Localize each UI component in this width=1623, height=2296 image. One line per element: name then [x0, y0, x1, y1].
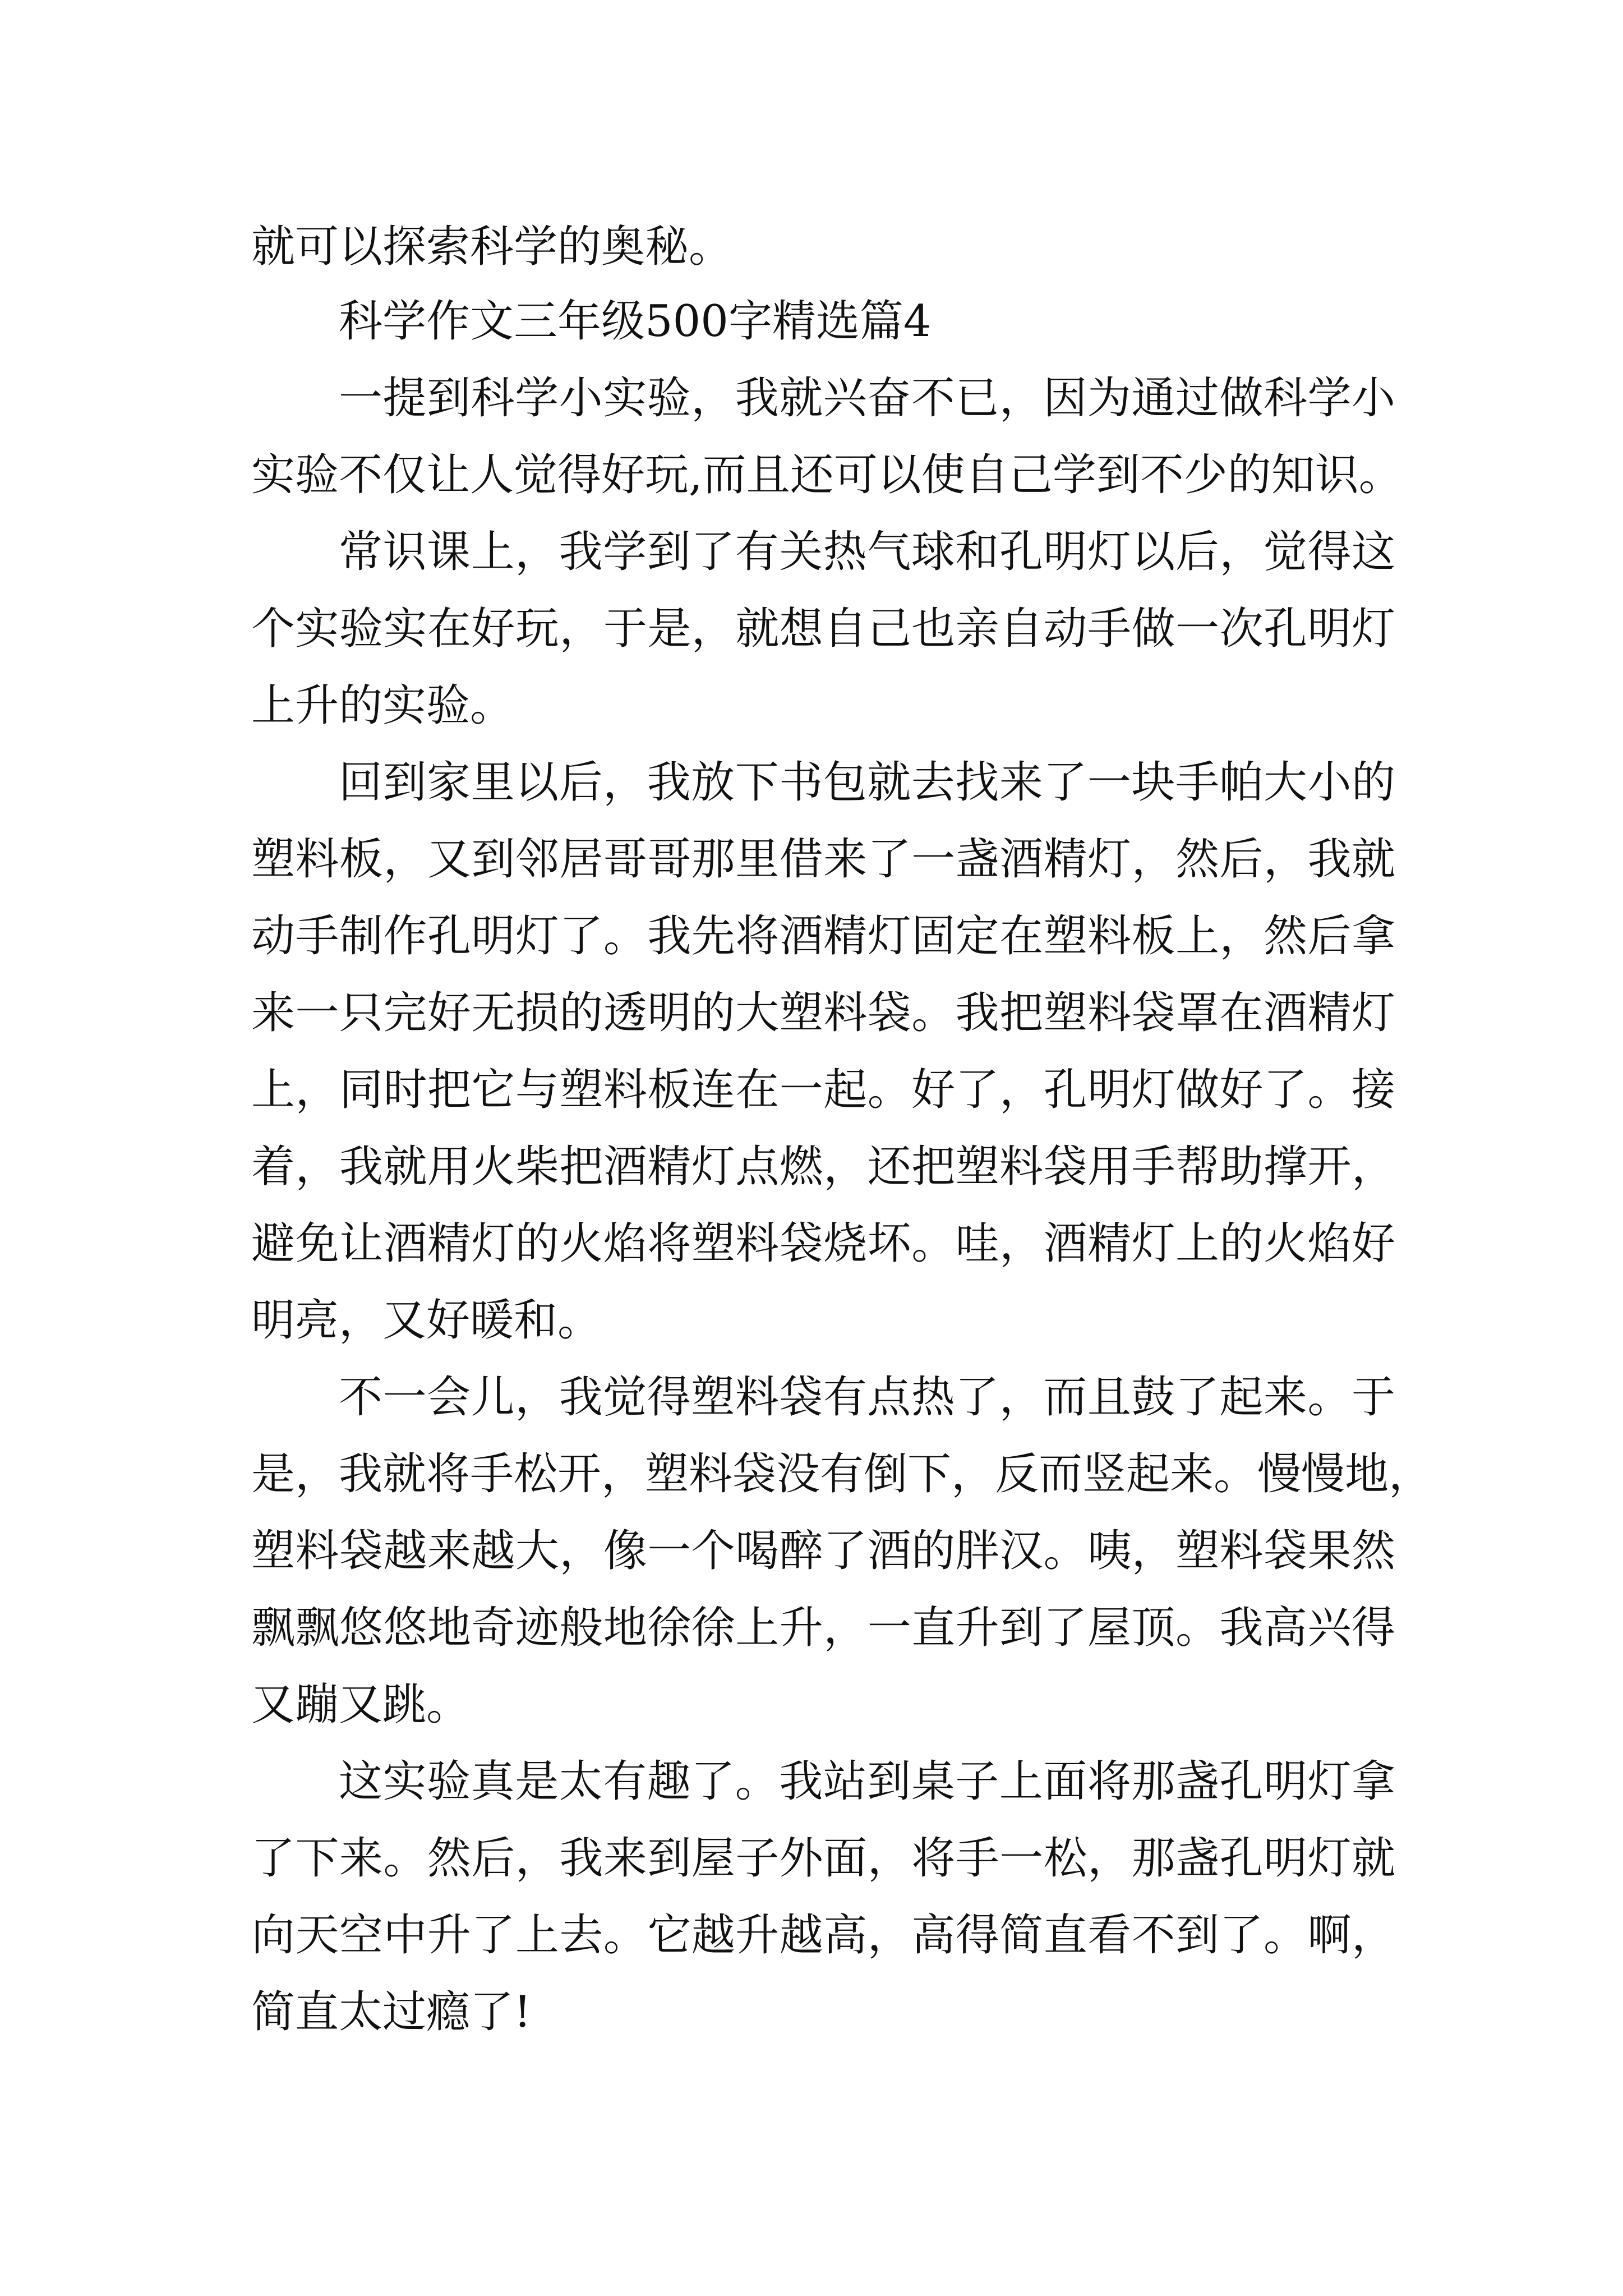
paragraph-5-line-1: 这实验真是太有趣了。我站到桌子上面将那盏孔明灯拿: [339, 1756, 1395, 1807]
paragraph-3-line-3: 动手制作孔明灯了。我先将酒精灯固定在塑料板上，然后拿: [251, 911, 1395, 961]
section-title: 科学作文三年级500字精选篇4: [339, 296, 932, 347]
paragraph-5-line-4: 简直太过瘾了!: [251, 1987, 532, 2037]
paragraph-3-line-8: 明亮，又好暖和。: [251, 1295, 602, 1346]
paragraph-3-line-6: 着，我就用火柴把酒精灯点燃，还把塑料袋用手帮助撑开，: [251, 1142, 1395, 1192]
paragraph-3-line-1: 回到家里以后，我放下书包就去找来了一块手帕大小的: [339, 757, 1395, 808]
paragraph-4-line-3: 塑料袋越来越大，像一个喝醉了酒的胖汉。咦，塑料袋果然: [251, 1526, 1395, 1576]
paragraph-4-line-4: 飘飘悠悠地奇迹般地徐徐上升，一直升到了屋顶。我高兴得: [251, 1603, 1395, 1653]
paragraph-3-line-4: 来一只完好无损的透明的大塑料袋。我把塑料袋罩在酒精灯: [251, 988, 1395, 1038]
paragraph-2-line-2: 个实验实在好玩，于是，就想自己也亲自动手做一次孔明灯: [251, 604, 1395, 654]
paragraph-3-line-7: 避免让酒精灯的火焰将塑料袋烧坏。哇，酒精灯上的火焰好: [251, 1218, 1395, 1269]
paragraph-5-line-3: 向天空中升了上去。它越升越高，高得简直看不到了。啊，: [251, 1910, 1395, 1961]
paragraph-2-line-3: 上升的实验。: [251, 680, 514, 731]
paragraph-5-line-2: 了下来。然后，我来到屋子外面，将手一松，那盏孔明灯就: [251, 1833, 1395, 1884]
paragraph-1-line-2: 实验不仅让人觉得好玩,而且还可以使自己学到不少的知识。: [251, 450, 1403, 500]
paragraph-2-line-1: 常识课上，我学到了有关热气球和孔明灯以后，觉得这: [339, 527, 1395, 577]
paragraph-4-line-2: 是，我就将手松开，塑料袋没有倒下，反而竖起来。慢慢地，: [251, 1449, 1433, 1499]
intro-tail-line: 就可以探索科学的奥秘。: [251, 222, 733, 272]
paragraph-3-line-5: 上，同时把它与塑料板连在一起。好了，孔明灯做好了。接: [251, 1065, 1395, 1115]
paragraph-1-line-1: 一提到科学小实验，我就兴奋不已，因为通过做科学小: [339, 373, 1395, 424]
paragraph-3-line-2: 塑料板，又到邻居哥哥那里借来了一盏酒精灯，然后，我就: [251, 834, 1395, 885]
paragraph-4-line-5: 又蹦又跳。: [251, 1680, 471, 1730]
paragraph-4-line-1: 不一会儿，我觉得塑料袋有点热了，而且鼓了起来。于: [339, 1372, 1395, 1423]
